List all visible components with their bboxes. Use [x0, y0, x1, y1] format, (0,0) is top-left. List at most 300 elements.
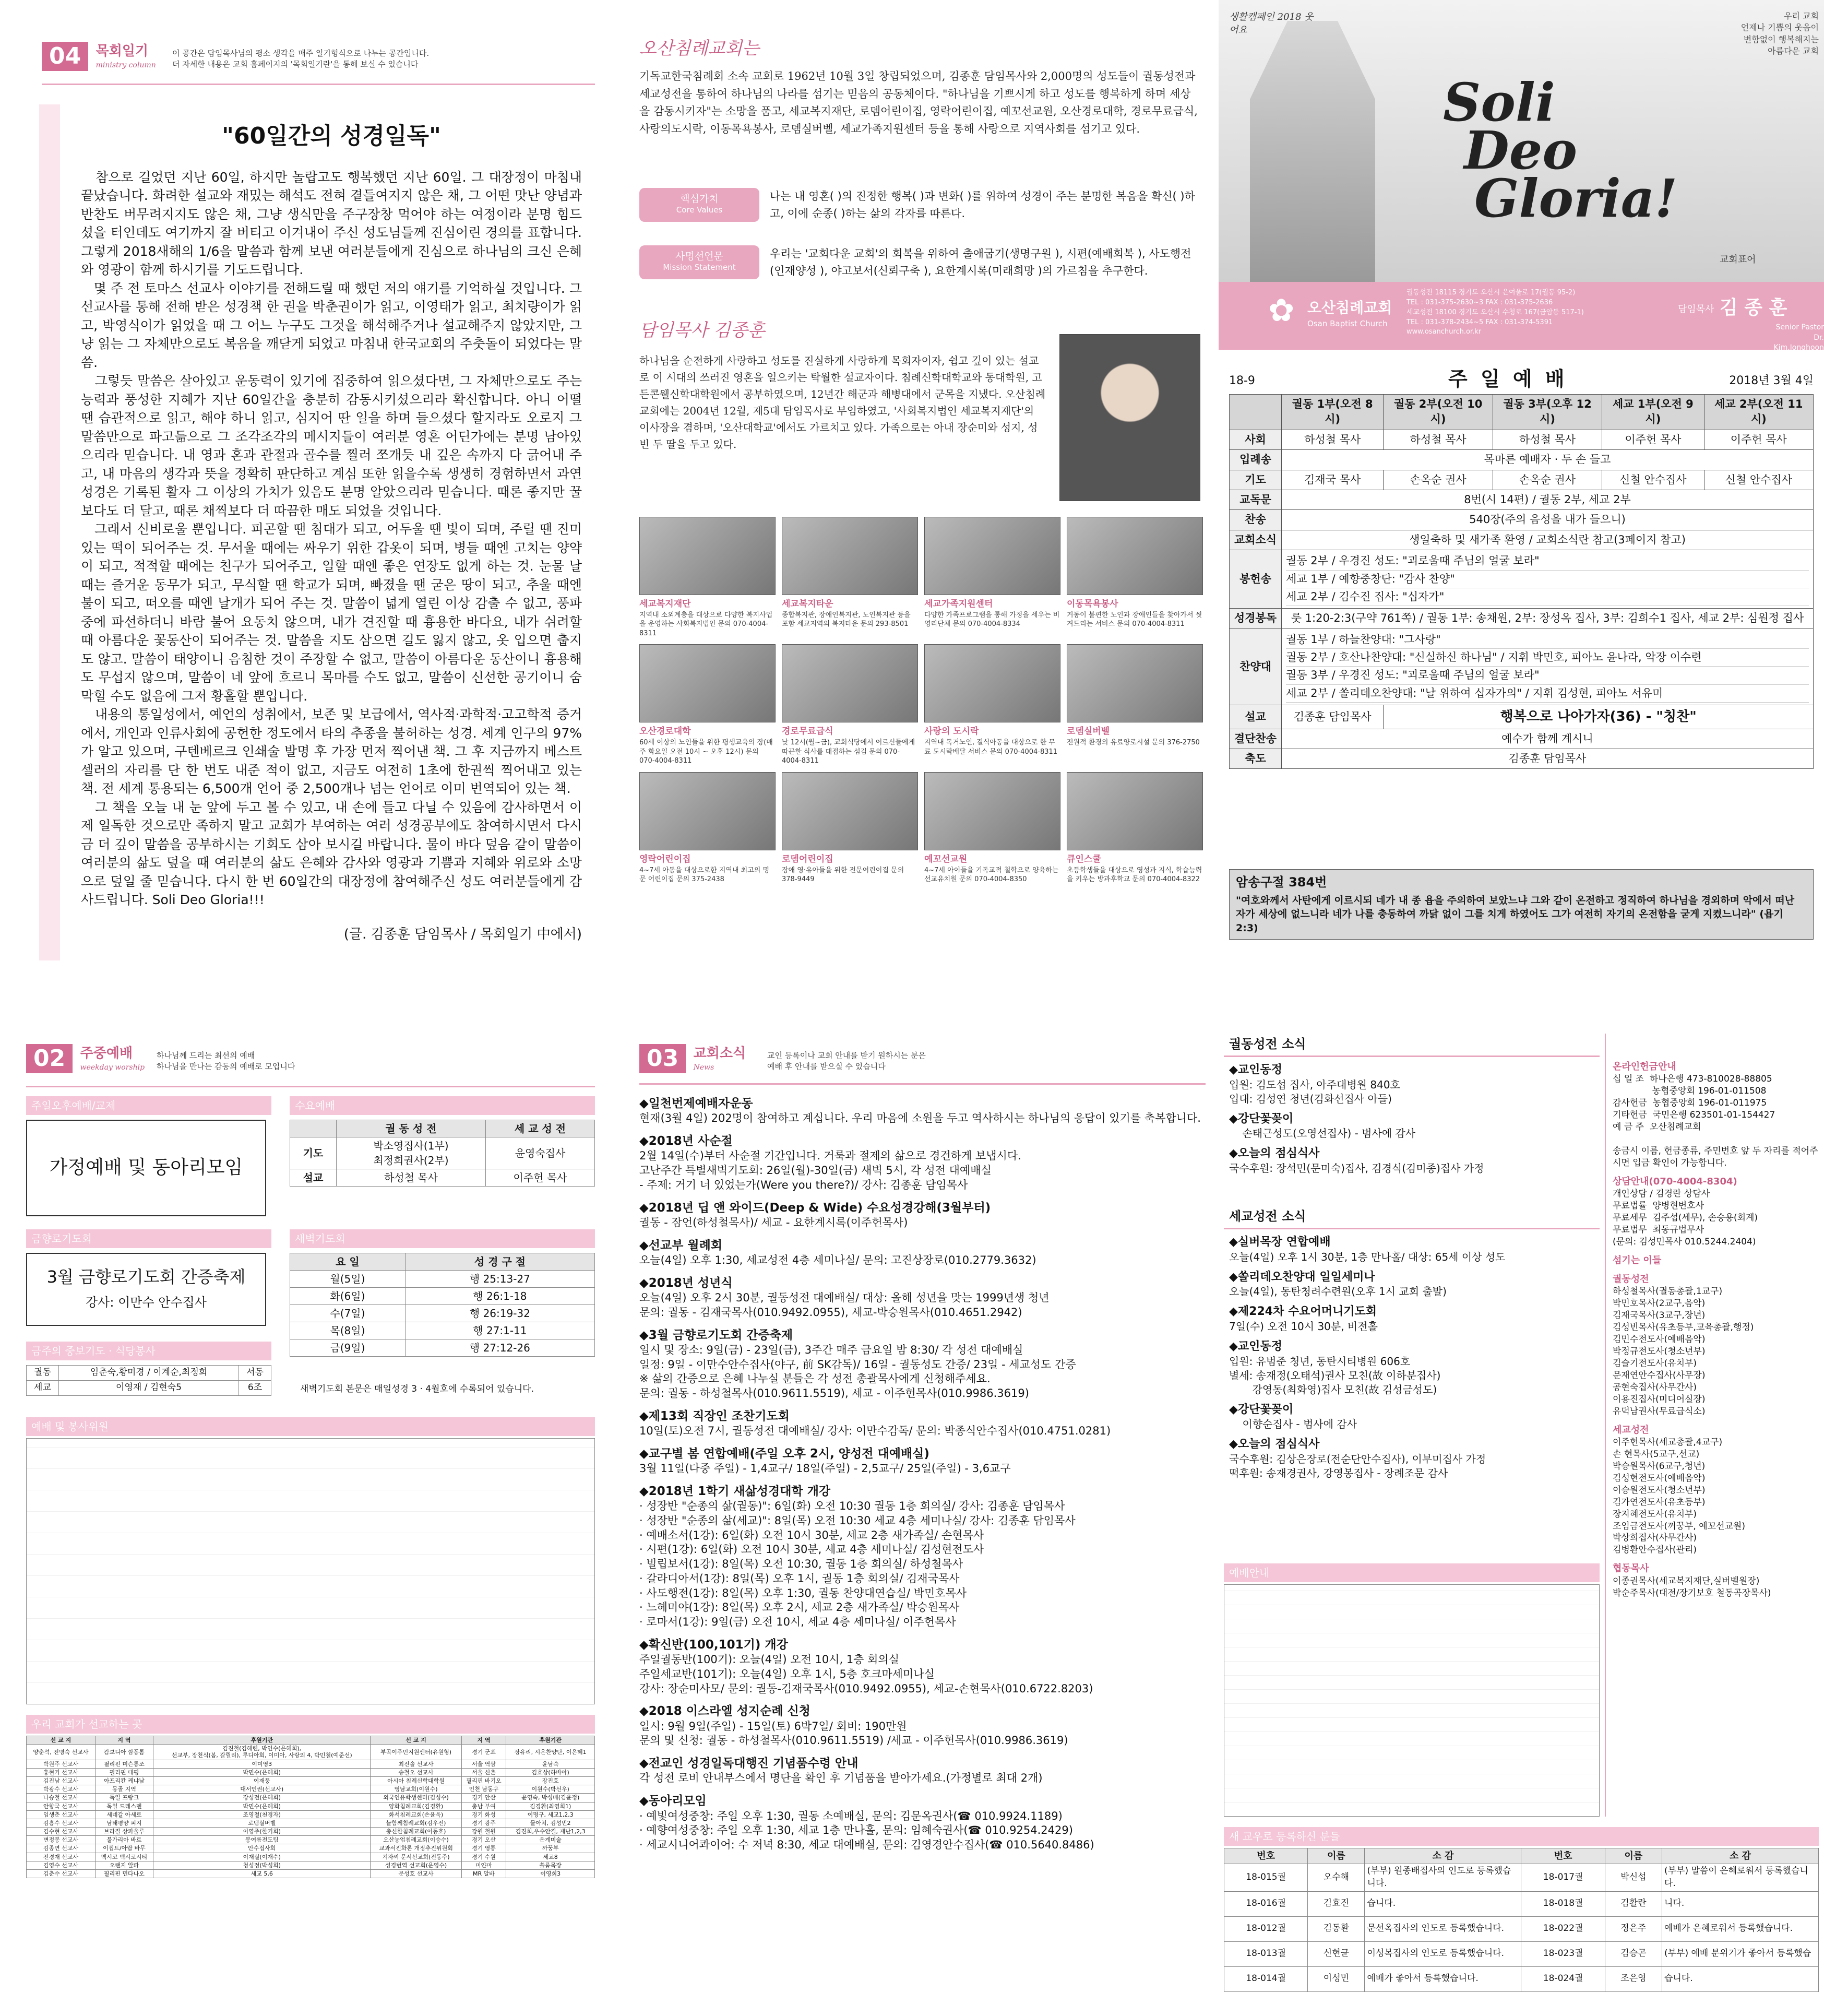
table-row	[1224, 1916, 1819, 1941]
table-cell: 박신섭	[1605, 1864, 1662, 1892]
ministry-title: 세교복지재단	[639, 599, 691, 609]
table-cell: 니다.	[1662, 1891, 1819, 1916]
table-cell	[1282, 550, 1814, 609]
pill-label-en: Core Values	[676, 205, 723, 215]
news-body: 국수후원: 김상은장로(전순단안수집사), 이부미집사 가정 떡후원: 송재경권사, 강영봉집사 - 장례조문 감사	[1229, 1453, 1486, 1480]
table-cell: 이재실(이재수)	[153, 1853, 371, 1861]
ministry-desc: 장애 영·유아들을 위한 전문어린이집 문의 378-9449	[782, 866, 904, 884]
news-body: 3월 11일(다중 주일) - 1,4교구/ 18일(주일) - 2,5교구/ 25일(주일) - 3,6교구	[639, 1462, 1011, 1475]
table-cell: 박광수 선교사	[27, 1785, 96, 1794]
section-label: 교회소식	[693, 1046, 746, 1061]
intro-text: 기독교한국침례회 소속 교회로 1962년 10월 3일 창립되었으며, 김종훈 담임목사와 2,000명의 성도들이 궐동성전과 세교성전을 통하여 하나님의 나라를 섬기는 믿음의 공동체이다. "하나님을 기쁘시게 하고 성도를 행복하게 하며 세상을 감동시키자"는 소망을 품고, 세교복지재단, 로뎀어린이집, 영락어린이집, 예꼬선교원, 오산경로대학, 경로무료급식, 사랑의도시락, 이동목욕봉사, 로뎀실버벨, 세교가족지원센터 등을 통해 사랑으로 지역사회를 섬기고 있다.	[639, 70, 1198, 135]
table-header: 선 교 지	[27, 1736, 96, 1745]
ministry-title: 사랑의 도시락	[924, 726, 979, 737]
motto-line: Soli	[1443, 72, 1555, 133]
table-cell: 18-013궐	[1224, 1941, 1308, 1966]
church-name: 오산침례교회	[1307, 299, 1392, 316]
ministry-grid	[639, 517, 1203, 884]
ministry-photo	[1067, 644, 1203, 722]
table-cell: 생일축하 및 새가족 환영 / 교회소식란 참고(3페이지 참고)	[1282, 530, 1814, 550]
table-cell: 18-023궐	[1521, 1941, 1605, 1966]
cell-line: 궐동 1부 / 하늘찬양대: "그사랑"	[1286, 631, 1809, 649]
table-row	[1230, 729, 1814, 749]
page-church-news	[626, 1023, 1208, 2016]
section-description: 하나님께 드리는 최선의 예배 하나님을 만나는 감동의 예배로 모입니다	[157, 1051, 295, 1071]
table-row	[27, 1819, 595, 1827]
ministry-title: 예꼬선교원	[924, 853, 968, 864]
table-row	[27, 1853, 595, 1861]
section-label: 주중예배	[80, 1046, 133, 1061]
page-cover-worship	[1219, 0, 1824, 992]
table-cell: 예수가 함께 계시니	[1282, 729, 1814, 749]
table-cell: 박민수(은혜회)	[153, 1802, 371, 1810]
table-header	[1230, 395, 1282, 430]
news-heading: ◆교인동정	[1229, 1063, 1282, 1076]
table-header: 후원기관	[153, 1736, 371, 1745]
table-row	[290, 1271, 595, 1288]
table-cell: 필리핀 바기오	[461, 1776, 506, 1785]
table-cell: 김진희,우수안결, 재난1,2,3	[506, 1828, 595, 1836]
column-signature: (글. 김종훈 담임목사 / 목회일기 中에서)	[343, 926, 582, 942]
table-row	[27, 1760, 595, 1768]
pill-label: 핵심가치	[680, 193, 719, 205]
news-body: 이종권목사(세교복지재단,실버벨원장) 박순주목사(대전/장기보호 철동곡장목사)	[1613, 1575, 1771, 1598]
table-header: 이름	[1308, 1848, 1365, 1864]
ministry-title: 로뎀실버벨	[1067, 726, 1110, 737]
table-cell: 18-015궐	[1224, 1864, 1308, 1892]
table-header: 선 교 지	[371, 1736, 461, 1745]
table-cell: 필리핀 미슨롱조	[95, 1760, 153, 1768]
table-cell: 몽골 지역	[95, 1785, 153, 1794]
pill-label: 사명선언문	[675, 251, 723, 262]
page-church-intro	[626, 0, 1208, 992]
table-cell: 김수현 선교사	[27, 1828, 96, 1836]
table-row	[290, 1305, 595, 1322]
table-cell: 이영희3	[506, 1870, 595, 1878]
table-cell: 박민수(은혜회)	[153, 1768, 371, 1776]
table-cell: 오랜지 알파	[95, 1861, 153, 1869]
table-cell: 목(8일)	[290, 1322, 406, 1339]
table-cell: 양화침례교회(김경환)	[371, 1802, 461, 1810]
news-heading: ◆오늘의 점심식사	[1229, 1438, 1320, 1451]
news-body: 십 일 조 하나은행 473-810028-88805 농협중앙회 196-01-011508 감사헌금 농협중앙회 196-01-011975 기타헌금 국민은행 623501-01-154427 예 금 주 오산침례교회 송금시 이름, 헌금종류, 주민번호 앞 두 자리를 적어주시면 입금 확인이 가능합니다.	[1613, 1074, 1818, 1168]
pastor-photo	[1059, 334, 1200, 501]
segyo-news	[1229, 1229, 1600, 1480]
section-header	[639, 1044, 746, 1073]
news-heading: ◆일천번제예배자운동	[639, 1097, 753, 1110]
mission-bar: 우리 교회가 선교하는 곳	[26, 1715, 595, 1734]
row-label: 성경봉독	[1230, 609, 1282, 628]
table-header: 세교 1부(오전 9시)	[1602, 395, 1704, 430]
news-heading: ◆제13회 직장인 조찬기도회	[639, 1409, 790, 1423]
table-cell: 이집트/아랍 바무	[95, 1844, 153, 1853]
cell-line: 세교 2부 / 쏠리데오찬양대: "날 위하여 십자가의" / 지휘 김성현, 피아노 서유미	[1286, 685, 1809, 703]
news-body: 무료법률 양병현변호사 무료세무 김주섭(세무), 손승용(회계) 무료법무 최동규법무사 (문의: 김성민목사 010.5244.2404)	[1613, 1201, 1758, 1247]
prayer-table	[26, 1365, 271, 1396]
table-cell: (부부) 예배 분위기가 좋아서 등록했습	[1662, 1941, 1819, 1966]
ministry-photo	[924, 517, 1060, 595]
table-cell: 겨자씨 문서선교회(전동주)	[371, 1853, 461, 1861]
table-cell: 화(6일)	[290, 1288, 406, 1305]
news-heading: ◆교구별 봄 연합예배(주일 오후 2시, 양성전 대예배실)	[639, 1446, 929, 1461]
news-body: 오늘(4일), 동탄청려수련원(오후 1시 교회 출발)	[1229, 1285, 1447, 1298]
table-cell: 총신한침례교회(이동호)	[371, 1828, 461, 1836]
news-heading: ◆제224차 수요어머니기도회	[1229, 1305, 1377, 1319]
issue-number: 18-9	[1229, 374, 1255, 387]
news-body: 오늘(4일) 오후 1:30, 세교성전 4층 세미나실/ 문의: 고진상장로(010.2779.3632)	[639, 1254, 1036, 1267]
table-header: 세교 2부(오전 11시)	[1704, 395, 1813, 430]
news-body: 이향순집사 - 범사에 감사	[1229, 1418, 1357, 1431]
table-row	[27, 1776, 595, 1785]
table-cell: 이재풍	[153, 1776, 371, 1785]
row-label: 설교	[1230, 705, 1282, 729]
ministry-card	[1067, 517, 1203, 638]
table-cell: 필리핀 대평	[95, 1768, 153, 1776]
prayer-bar: 금주의 중보기도 · 식당봉사	[26, 1342, 271, 1360]
table-row	[290, 1288, 595, 1305]
table-row	[1230, 450, 1814, 470]
cover-image	[1219, 0, 1824, 282]
table-row	[1230, 749, 1814, 769]
news-heading: ◆동아리모임	[639, 1794, 707, 1808]
page-weekday-worship	[0, 1023, 608, 2016]
ministry-desc: 낮 12시(월~금), 교회식당에서 어르신들에게 따끈한 식사를 대접하는 섬김 문의 070-4004-8311	[782, 739, 915, 765]
news-body: 개인상담 / 김경란 상담사	[1613, 1189, 1710, 1200]
table-cell: 김효진	[1308, 1891, 1365, 1916]
row-label: 설교	[290, 1169, 337, 1187]
ministry-card	[782, 644, 918, 765]
table-cell: 김진남 선교사	[27, 1776, 96, 1785]
table-cell: 변정봉 선교사	[27, 1836, 96, 1844]
table-cell: 김승곤	[1605, 1941, 1662, 1966]
church-logo-icon: ✿	[1268, 292, 1295, 329]
memory-verse-title: 암송구절 384번	[1236, 875, 1327, 890]
table-cell: 홍현기 선교사	[27, 1768, 96, 1776]
sunday-afternoon-text: 가정예배 및 동아리모임	[26, 1120, 266, 1216]
table-cell: 오산농업침례교회(이승수)	[371, 1836, 461, 1844]
friday-title: 3월 금향로기도회 간증축제	[46, 1267, 246, 1287]
table-cell: MR 알바	[461, 1870, 506, 1878]
core-values	[639, 188, 1203, 222]
table-row	[1224, 1891, 1819, 1916]
table-cell: 하성철 목사	[1384, 430, 1493, 449]
row-label: 봉헌송	[1230, 550, 1282, 609]
news-heading: ◆2018년 딥 앤 와이드(Deep & Wide) 수요성경강해(3월부터)	[639, 1201, 991, 1215]
table-cell: 월(5일)	[290, 1271, 406, 1288]
table-row	[1230, 510, 1814, 530]
news-heading: 섬기는 이들	[1613, 1254, 1662, 1266]
table-cell: 세교8	[506, 1853, 595, 1861]
table-cell: 김흥수 선교사	[27, 1819, 96, 1827]
wednesday-table	[290, 1120, 595, 1187]
news-body: 일시: 9월 9일(주일) - 15일(토) 6박7일/ 회비: 190만원 문의 및 신청: 궐동 - 하성철목사(010.9611.5519) /세교 - 이주헌목사(010.9986.3619)	[639, 1719, 1068, 1747]
gwoldong-news-bar: 궐동성전 소식	[1224, 1034, 1600, 1057]
ministry-photo	[924, 772, 1060, 850]
table-row	[1230, 530, 1814, 550]
ministry-photo	[782, 772, 918, 850]
news-body: 입원: 김도섭 집사, 아주대병원 840호 입대: 김성연 청년(김화선집사 아들)	[1229, 1078, 1400, 1105]
row-label: 교독문	[1230, 490, 1282, 509]
table-cell: 행 26:19-32	[405, 1305, 594, 1322]
pill-label-en: Mission Statement	[663, 262, 736, 272]
ministry-photo	[782, 517, 918, 595]
table-cell: 안향국 선교사	[27, 1802, 96, 1810]
ministry-card	[1067, 772, 1203, 884]
table-cell: (부부) 말씀이 은혜로워서 등록했습니다.	[1662, 1864, 1819, 1892]
table-row	[1230, 470, 1814, 490]
table-cell: 오수해	[1308, 1864, 1365, 1892]
newcomers-table	[1224, 1848, 1819, 1992]
table-cell: 문선옥집사의 인도로 등록했습니다.	[1365, 1916, 1521, 1941]
ministry-desc: 지역내 독거노인, 결식아동을 대상으로 한 무료 도시락배달 서비스 문의 070-4004-8311	[924, 739, 1058, 756]
ministry-card	[782, 517, 918, 638]
news-heading: ◆교인동정	[1229, 1340, 1282, 1354]
table-cell: 독일 드레스덴	[95, 1802, 153, 1810]
table-cell: 김활란	[1605, 1891, 1662, 1916]
table-row	[27, 1785, 595, 1794]
table-cell: 김종훈 담임목사	[1282, 749, 1814, 769]
table-cell: 예배가 좋아서 등록했습니다.	[1365, 1966, 1521, 1991]
table-header: 궐동 2부(오전 10시)	[1384, 395, 1493, 430]
table-cell: 멕시코 멕시코시티	[95, 1853, 153, 1861]
table-cell: 이영재 / 김현숙5	[58, 1380, 239, 1395]
ministry-desc: 초등학생들을 대상으로 영성과 지식, 학습능력을 키우는 방과후학교 문의 070-4004-8322	[1067, 866, 1202, 884]
dawn-bar: 새벽기도회	[290, 1229, 595, 1248]
news-body: 각 성전 로비 안내부스에서 명단을 확인 후 기념품을 받아가세요.(가정별로 최대 2개)	[639, 1772, 1043, 1785]
worship-date: 2018년 3월 4일	[1729, 374, 1814, 387]
ministry-photo	[1067, 517, 1203, 595]
news-body: 입원: 유범준 청년, 동탄시티병원 606호 별세: 송재정(오태석)권사 모친(故 이하분집사) 강영동(최화영)집사 모친(故 김성금성도)	[1229, 1355, 1441, 1396]
pastor-heading: 담임목사 김종훈	[639, 320, 765, 341]
ministry-card	[639, 772, 776, 884]
section-description: 이 공간은 담임목사님의 평소 생각을 매주 일기형식으로 나누는 공간입니다. 더 자세한 내용은 교회 홈페이지의 '목회일기란'을 통해 보실 수 있습니다	[172, 49, 430, 69]
table-row	[1230, 490, 1814, 509]
section-number: 04	[42, 42, 88, 71]
news-heading: ◆2018 이스라엘 성지순례 신청	[639, 1704, 810, 1718]
ministry-desc: 지역내 소외계층을 대상으로 다양한 복지사업을 운영하는 사회복지법인 문의 070-4004-8311	[639, 611, 773, 637]
table-cell: 경기 수원	[461, 1853, 506, 1861]
segyo-news-bar: 세교성전 소식	[1224, 1206, 1600, 1229]
memory-verse-box	[1229, 869, 1814, 940]
table-cell: 540장(주의 음성을 내가 들으니)	[1282, 510, 1814, 530]
table-cell: 예배가 은혜로워서 등록했습니다.	[1662, 1916, 1819, 1941]
row-label: 기도	[1230, 470, 1282, 490]
ministry-card	[924, 772, 1060, 884]
table-row	[1230, 628, 1814, 705]
section-number: 03	[639, 1044, 686, 1073]
table-cell: 성경번역 선교회(운영수)	[371, 1861, 461, 1869]
table-header: 지 역	[95, 1736, 153, 1745]
table-header: 번호	[1521, 1848, 1605, 1864]
news-heading: 궐동성전	[1613, 1274, 1649, 1285]
table-header: 소 감	[1365, 1848, 1521, 1864]
table-cell: 안수집사회	[153, 1844, 371, 1853]
table-header: 요 일	[290, 1253, 406, 1271]
table-row	[27, 1745, 595, 1760]
table-cell: 독일 프랑크	[95, 1794, 153, 1802]
news-body: · 예빛여성중창: 주일 오후 1:30, 궐동 소예배실, 문의: 김문옥권사(☎ 010.9924.1189) · 예향여성중창: 주일 오후 1:30, 세교 1층 만나홀, 문의: 임혜숙권사(☎ 010.9254.2429) · 세교시니어콰이어: 수 저녁 8:30, 세교 대예배실, 문의: 김영경안수집사(☎ 010.5640.8486)	[639, 1809, 1094, 1851]
table-row	[27, 1844, 595, 1853]
cell-line: 궐동 3부 / 우경진 성도: "괴로울때 주님의 얼굴 보라"	[1286, 667, 1809, 684]
section-label: 목회일기	[96, 43, 149, 59]
ministry-card	[782, 772, 918, 884]
service-bar: 예배 및 봉사위원	[26, 1417, 595, 1436]
table-cell: 신현균	[1308, 1941, 1365, 1966]
table-cell: 인천 남동구	[461, 1785, 506, 1794]
pastor-name: 김 종 훈	[1720, 297, 1787, 318]
ministry-desc: 4~7세 아이들을 기독교적 철학으로 양육하는 선교유치원 문의 070-4004-8350	[924, 866, 1059, 884]
table-cell: 양춘석, 전명숙 선교사	[27, 1745, 96, 1760]
ministry-card	[924, 517, 1060, 638]
table-cell	[1282, 628, 1814, 705]
section-description: 교인 등록이나 교회 안내를 받기 원하시는 분은 예배 후 안내를 받으실 수 있습니다	[767, 1051, 926, 1071]
table-cell: 쏠롬목장	[506, 1861, 595, 1869]
table-cell: 서동	[239, 1366, 271, 1381]
table-cell: 세네갈 아세로	[95, 1810, 153, 1819]
table-cell: 박원주 선교사	[27, 1760, 96, 1768]
motto-line: Gloria!	[1474, 168, 1678, 229]
news-heading: ◆2018년 성년식	[639, 1276, 733, 1290]
sunday-afternoon-bar: 주일오후예배/교제	[26, 1096, 271, 1115]
table-cell: 수(7일)	[290, 1305, 406, 1322]
motto	[1443, 72, 1678, 229]
row-label: 결단찬송	[1230, 729, 1282, 749]
table-cell: 이명구, 세교1,2,3	[506, 1810, 595, 1819]
table-cell: 궐동	[27, 1366, 59, 1381]
table-cell: 조영철(천경자)	[153, 1810, 371, 1819]
table-cell: 18-018궐	[1521, 1891, 1605, 1916]
table-row	[27, 1836, 595, 1844]
table-cell: 금(9일)	[290, 1339, 406, 1357]
table-cell: 손옥순 권사	[1384, 470, 1493, 490]
table-cell: 18-024궐	[1521, 1966, 1605, 1991]
table-cell: 김영수 선교사	[27, 1861, 96, 1869]
table-cell: 이미영3	[153, 1760, 371, 1768]
dawn-note: 새벽기도회 본문은 매일성경 3 · 4월호에 수록되어 있습니다.	[300, 1384, 534, 1394]
table-cell: 습니다.	[1662, 1966, 1819, 1991]
table-cell: 김춘수 선교사	[27, 1870, 96, 1878]
ministry-title: 세교복지타운	[782, 599, 833, 609]
church-band	[1219, 282, 1824, 350]
table-cell: 김경환(최영희1)	[506, 1802, 595, 1810]
table-cell: 물아치, 김성빈2	[506, 1819, 595, 1827]
news-heading: ◆강단꽃꽂이	[1229, 1112, 1294, 1125]
news-body: · 성장반 "순종의 삶(궐동)": 6일(화) 오전 10:30 궐동 1층 회의실/ 강사: 김종훈 담임목사 · 성장반 "순종의 삶(세교)": 8일(목) 오전 10:30 세교 4층 세미나실/ 강사: 김종훈 담임목사 · 예배소서(1강): 6일(화) 오전 10시 30분, 세교 2층 새가족실/ 손현목사 · 시편(1강): 6일(화) 오전 10시 30분, 세교 4층 세미나실/ 김성현전도사 · 빌립보서(1강): 8일(목) 오전 10:30, 궐동 1층 회의실/ 하성철목사 · 갈라디아서(1강): 8일(목) 오후 1시, 궐동 1층 회의실/ 김재국목사 · 사도행전(1강): 8일(목) 오후 1:30, 궐동 찬양대연습실/ 박민호목사 · 느헤미야(1강): 8일(목) 오후 2시, 세교 2층 새가족실/ 박승원목사 · 로마서(1강): 9일(금) 오전 10시, 세교 4층 세미나실/ 이주헌목사	[639, 1500, 1076, 1629]
section-header	[42, 42, 156, 71]
news-heading: ◆3월 금향로기도회 간증축제	[639, 1328, 793, 1342]
section-header	[26, 1044, 145, 1073]
table-cell: 경기 군포	[461, 1745, 506, 1760]
table-header: 궐 동 성 전	[336, 1120, 485, 1137]
cell-line: 궐동 2부 / 우경진 성도: "괴로울때 주님의 얼굴 보라"	[1286, 552, 1809, 570]
dawn-table	[290, 1253, 595, 1357]
ministry-card	[924, 644, 1060, 765]
news-heading: ◆오늘의 점심식사	[1229, 1147, 1320, 1160]
table-cell: 김진철(김혜련, 박인수(은혜회), 선교부, 장천식(봄, 갈릴리), 루디아회, 이미아, 사랑의 4, 박민철(예준선)	[153, 1745, 371, 1760]
table-cell: 서울 신촌	[461, 1768, 506, 1776]
church-building-graphic	[1250, 21, 1375, 282]
table-row	[1224, 1941, 1819, 1966]
table-cell: 로뎀실버벨	[153, 1819, 371, 1827]
news-body: 국수후원: 장석민(문미숙)집사, 김경식(김미종)집사 가정	[1229, 1162, 1484, 1175]
mission-statement	[639, 245, 1203, 279]
table-header: 궐동 3부(오후 12시)	[1493, 395, 1602, 430]
table-cell: 18-014궐	[1224, 1966, 1308, 1991]
table-cell: 경기 화성	[461, 1810, 506, 1819]
ministry-photo	[639, 644, 776, 722]
news-heading: ◆쏠리데오찬양대 일일세미나	[1229, 1270, 1375, 1284]
news-heading: 온라인헌금안내	[1613, 1061, 1676, 1072]
gwoldong-news	[1229, 1057, 1600, 1176]
divider	[26, 1086, 595, 1087]
preacher: 김종훈 담임목사	[1282, 705, 1384, 729]
column-box	[39, 104, 603, 960]
news-heading: ◆강단꽃꽂이	[1229, 1403, 1294, 1416]
table-row	[27, 1810, 595, 1819]
church-address: 궐동성전 18115 경기도 오산시 은여울로 17(궐동 95-2) TEL : 031-375-2630~3 FAX : 031-375-2636 세교성전 18100 경기도 오산시 수청로 167(금암동 517-1) TEL : 031-378-2434~5 FAX : 031-374-5391 www.osanchurch.or.kr	[1406, 289, 1584, 336]
table-row	[290, 1322, 595, 1339]
news-body: 주일궐동반(100기): 오늘(4일) 오전 10시, 1층 회의실 주일세교반(101기): 오늘(4일) 오후 1시, 5층 호크마세미나실 강사: 장순미사모/ 문의: 궐동-김재국목사(010.9492.0955), 세교-손현목사(010.6722.8203)	[639, 1653, 1093, 1695]
row-label: 축도	[1230, 749, 1282, 769]
table-cell: 신철 안수집사	[1602, 470, 1704, 490]
friday-bar: 금향로기도회	[26, 1229, 271, 1248]
table-cell: 장유리, 시온찬양단, 이은혜1	[506, 1745, 595, 1760]
info-sidebar	[1613, 1054, 1821, 1599]
cell-line: 궐동 2부 / 호산나찬양대: "신실하신 하나님" / 지휘 박민호, 피아노 윤나라, 악장 이수련	[1286, 649, 1809, 667]
table-header: 후원기관	[506, 1736, 595, 1745]
table-cell: 서울 역삼	[461, 1760, 506, 1768]
cell-line: 세교 1부 / 예향중창단: "감사 찬양"	[1286, 571, 1809, 588]
ministry-title: 오산경로대학	[639, 726, 691, 737]
table-cell: 하성철 목사	[336, 1169, 485, 1187]
table-cell: 충남 부여	[461, 1802, 506, 1810]
table-cell: 문성호 선교사	[371, 1870, 461, 1878]
mission-table	[26, 1736, 595, 1878]
table-cell: 아프리칸 케냐남	[95, 1776, 153, 1785]
table-cell: 행 25:13-27	[405, 1271, 594, 1288]
section-label-en: ministry column	[96, 61, 156, 70]
table-header: 번호	[1224, 1848, 1308, 1864]
row-label: 찬송	[1230, 510, 1282, 530]
page-church-news-2	[1219, 1023, 1824, 2016]
table-cell: 강원 철원	[461, 1828, 506, 1836]
ministry-photo	[639, 772, 776, 850]
table-row	[1224, 1864, 1819, 1892]
table-cell: 목마른 예배자 · 두 손 들고	[1282, 450, 1814, 470]
table-cell: 윤남숙	[506, 1760, 595, 1768]
ministry-title: 세교가족지원센터	[924, 599, 993, 609]
worship-schedule-table	[1224, 1584, 1600, 1817]
ministry-photo	[782, 644, 918, 722]
pastor-title-en: Senior Pastor Dr. Kim,Jonghoon	[1773, 323, 1824, 352]
ministry-title: 로뎀어린이집	[782, 853, 833, 864]
table-cell: 18-017궐	[1521, 1864, 1605, 1892]
table-cell: 김동환	[1308, 1916, 1365, 1941]
column-title: "60일간의 성경일독"	[222, 123, 441, 149]
table-cell: 경기 광주	[461, 1819, 506, 1827]
table-header: 성 경 구 절	[405, 1253, 594, 1271]
table-cell: 필리핀 민다나오	[95, 1870, 153, 1878]
column-body: 참으로 길었던 지난 60일, 하지만 놀랍고도 행복했던 지난 60일. 그 대장정이 마침내 끝났습니다. 화려한 설교와 재밌는 해석도 전혀 곁들여지지 않은 채, 그 어떤 맛난 양념과 반찬도 버무려지지도 않은 채, 그냥 생식만을 주구장창 먹어야 하는 여정이라 분명 힘드셨을 터인데도 여기까지 잘 버티고 이겨내어 주신 성도님들께 진심어린 경의를 표합니다. 그렇게 2018새해의 1/6을 말씀과 함께 보낸 여러분들에게 진심으로 하나님의 크신 은혜와 영광이 함께 하시기를 기도드립니다. 몇 주 전 토마스 선교사 이야기를 전해드릴 때 했던 저의 얘기를 기억하실 것입니다. 그 선교사를 통해 전해 받은 성경책 한 권을 박춘권이가 읽고, 이영태가 읽고, 최치량이가 읽고, 박영식이가 읽었을 때 그 어느 누구도 그것을 해석해주거나 설교해주지 않았지만, 그냥 읽는 그 자체만으로도 복음을 깨닫게 되었고 마침내 한국교회의 주춧돌이 되었다는 말씀. 그렇듯 말씀은 살아있고 운동력이 있기에 집중하여 읽으셨다면, 그 자체만으로도 주는 능력과 풍성한 지혜가 지난 60일간을 충분히 감동시키셨으리라 확신합니다. 아니 어떨 땐 습관적으로 읽고, 해야 하니 읽고, 심지어 딴 일을 하며 들으셨다 할지라도 오로지 그 말씀만으로 파고듦으로 그 조각조각의 메시지들이 여러분 영혼 어딘가에는 분명 남아있으리라 믿습니다. 내 영과 혼과 관절과 골수를 찔러 쪼개듯 내 깊은 속까지 다 긁어내 주고, 내 마음의 생각과 뜻을 정확히 판단하고 계심 또한 읽을수록 생생히 경험하면서 과연 성경은 기록된 활자 그 이상의 가치가 있음도 분명 알았으리라 믿습니다. 때론 좋지만 꿀보다도 더 달고, 때론 채찍보다 더 따끔한 매도 되었을 것입니다. 그래서 신비로울 뿐입니다. 피곤할 땐 침대가 되고, 어두울 땐 빛이 되며, 주릴 땐 진미있는 떡이 되어주는 것. 무서울 때에는 싸우기 위한 갑옷이 되며, 병들 때엔 고치는 양약이 되고, 적적할 때에는 친구가 되어주고, 일할 때엔 좋은 연장도 없게 하는 것. 눈물 날 때는 즐거운 동무가 되고, 무식할 땐 학교가 되며, 빠졌을 땐 굳은 땅이 되고, 추울 때엔 불이 되고, 떠오를 때엔 날개가 되어 주는 것. 말씀이 넓게 열린 이상 감출 수 없고, 풍파 중에 파선하더니 바람 불어 요동치 않으며, 내가 견진할 때 흉용한 바다요, 내가 쉬려할 때 아름다운 꽃동산이 되어주는 것. 말씀을 지도 삼으면 길도 잃지 않고, 옷 입으면 춥지도 않고. 말씀이 태양이니 음침한 것이 주장할 수 없고, 말씀이 아름다운 동산이니 흉용해도 무섭지 않으며, 말씀이 네 앞에 흐르니 목마를 수도 없고, 말씀이 신선한 공기이니 숨 막힐 수도 없음에 그저 황홀할 뿐입니다. 내용의 통일성에서, 예언의 성취에서, 보존 및 보급에서, 역사적·과학적·고고학적 증거에서, 개인과 인류사회에 공헌한 정도에서 타의 추종을 불허하는 성경. 세계 인구의 97%가 알고 있으며, 구텐베르크 인쇄술 발명 후 가장 먼저 찍어낸 책. 그 후 지금까지 베스트셀러의 자리를 단 한 번도 내준 적이 없고, 지금도 여전히 1초에 한권씩 찍어내고 있는 책. 전 세계 통용되는 6,500개 언어 중 2,500개나 넘는 언어로 이미 번역되어 있는 책. 그 책을 오늘 내 눈 앞에 두고 볼 수 있고, 내 손에 들고 다닐 수 있음에 감사하면서 이제 일독한 것으로만 족하지 말고 교회가 부여하는 여러 성경공부에도 참여하시면서 다시금 더 깊이 말씀을 공부하시는 기회도 삼아 보시길 바랍니다. 물이 바다 덮음 같이 말씀이 여러분의 삶도 덮을 때 여러분의 삶도 은혜와 감사와 영광과 기쁨과 지혜와 위로와 소망으로 덮일 줄 믿습니다. 다시 한 번 60일간의 대장정에 참여해주신 성도 여러분들에게 감사드립니다. Soli Deo Gloria!!!	[81, 169, 582, 908]
table-cell: 윤영숙집사	[485, 1137, 594, 1169]
table-cell: 김효상(하바아)	[506, 1768, 595, 1776]
intro-heading: 오산침례교회는	[639, 38, 759, 59]
row-label: 찬양대	[1230, 628, 1282, 705]
table-cell: 이주헌 목사	[1602, 430, 1704, 449]
table-cell: 경기 오산	[461, 1836, 506, 1844]
table-row	[27, 1828, 595, 1836]
table-header: 세 교 성 전	[485, 1120, 594, 1137]
